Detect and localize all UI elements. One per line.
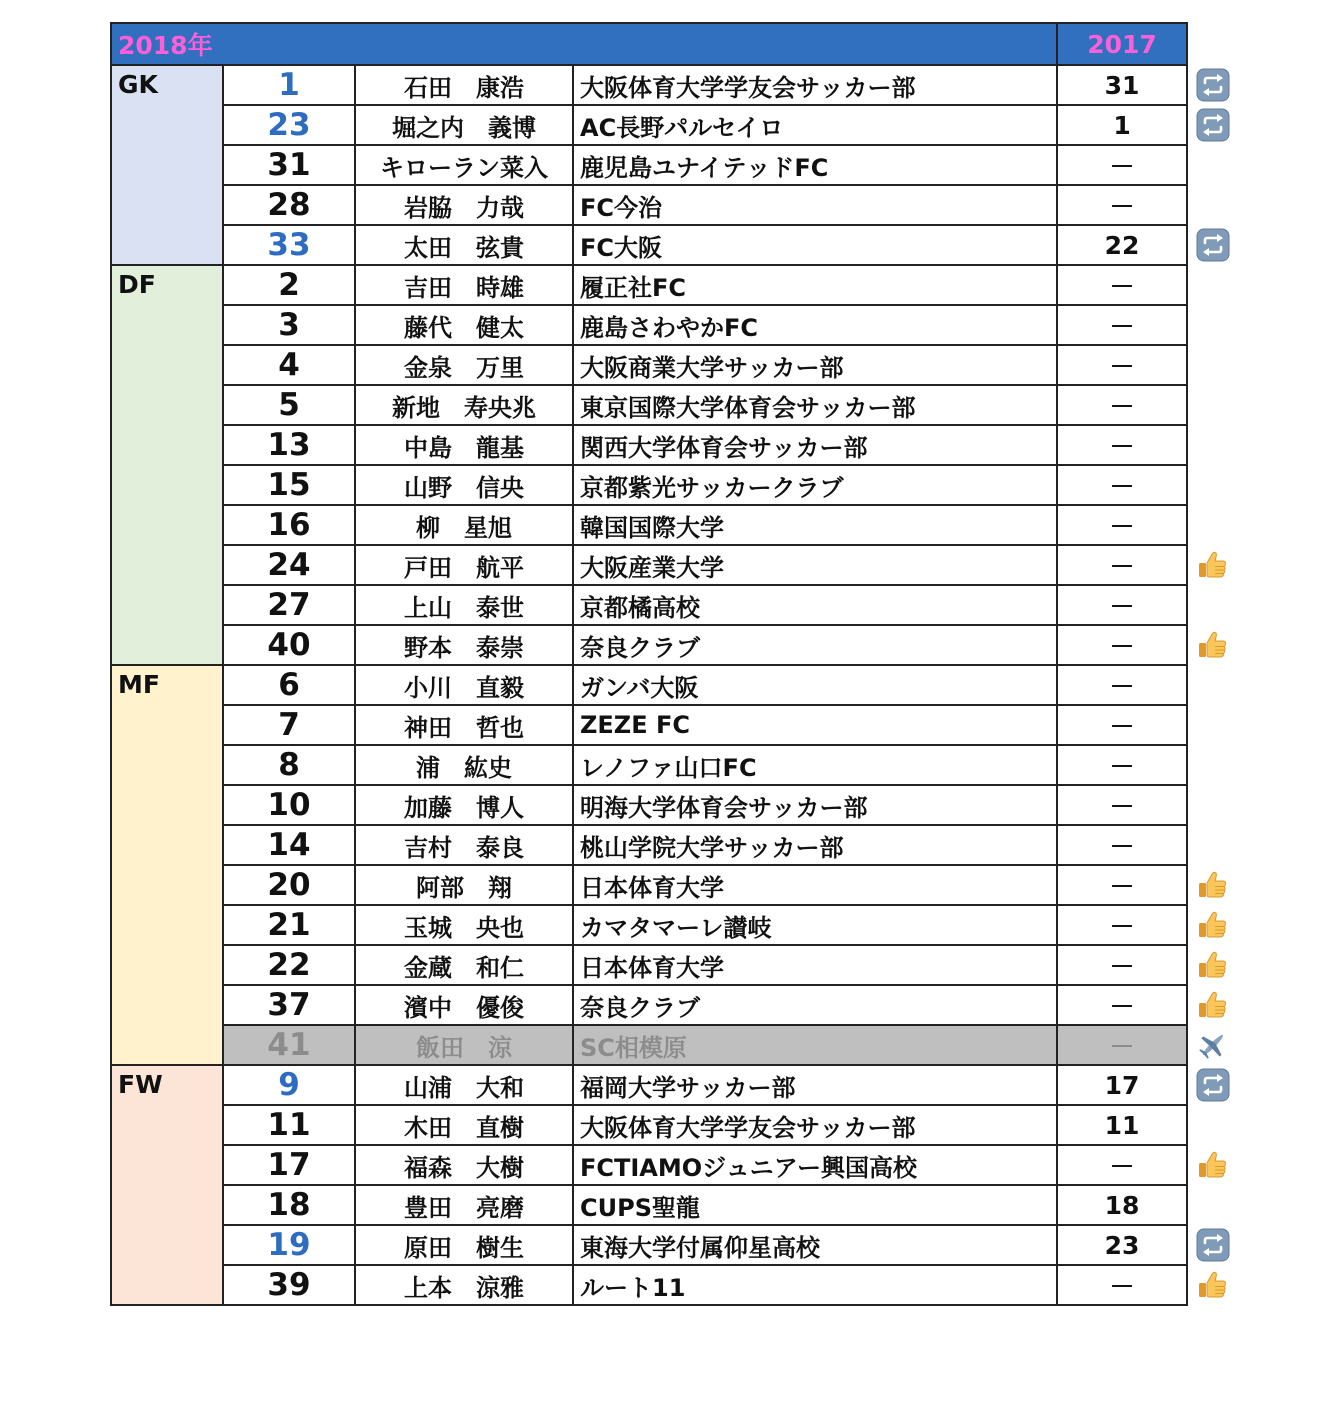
previous-season-number: － — [1057, 1265, 1187, 1305]
player-number: 16 — [223, 505, 355, 545]
player-number: 2 — [223, 265, 355, 305]
previous-club: 履正社FC — [573, 265, 1057, 305]
roster-body — [111, 65, 1187, 1305]
thumbs-up-icon — [1196, 628, 1230, 662]
repeat-icon — [1196, 108, 1230, 142]
player-number: 33 — [223, 225, 355, 265]
player-number: 10 — [223, 785, 355, 825]
previous-club: 京都紫光サッカークラブ — [573, 465, 1057, 505]
player-number: 9 — [223, 1065, 355, 1105]
player-row — [111, 305, 1187, 345]
player-name: 阿部 翔 — [355, 865, 573, 905]
player-number: 3 — [223, 305, 355, 345]
player-number: 1 — [223, 65, 355, 105]
player-name: 上本 涼雅 — [355, 1265, 573, 1305]
previous-season-number: － — [1057, 585, 1187, 625]
player-row — [111, 1185, 1187, 1225]
previous-club: 日本体育大学 — [573, 865, 1057, 905]
player-row — [111, 905, 1187, 945]
previous-season-number: － — [1057, 785, 1187, 825]
position-label: DF — [111, 265, 223, 665]
player-row — [111, 1025, 1187, 1065]
player-number: 41 — [223, 1025, 355, 1065]
player-row — [111, 1105, 1187, 1145]
thumbs-up-icon — [1196, 548, 1230, 582]
player-number: 4 — [223, 345, 355, 385]
player-row — [111, 1065, 1187, 1105]
player-row — [111, 745, 1187, 785]
player-name: 岩脇 力哉 — [355, 185, 573, 225]
previous-club: 鹿児島ユナイテッドFC — [573, 145, 1057, 185]
player-name: 中島 龍基 — [355, 425, 573, 465]
previous-season-number: － — [1057, 945, 1187, 985]
previous-club: 鹿島さわやかFC — [573, 305, 1057, 345]
previous-club: FC今治 — [573, 185, 1057, 225]
player-number: 13 — [223, 425, 355, 465]
player-name: 山浦 大和 — [355, 1065, 573, 1105]
previous-club: AC長野パルセイロ — [573, 105, 1057, 145]
player-row — [111, 785, 1187, 825]
season-header: 2018年 — [111, 23, 1057, 65]
previous-club: SC相模原 — [573, 1025, 1057, 1065]
previous-club: 大阪体育大学学友会サッカー部 — [573, 1105, 1057, 1145]
player-name: キローラン菜入 — [355, 145, 573, 185]
thumbs-up-icon — [1196, 988, 1230, 1022]
player-name: 堀之内 義博 — [355, 105, 573, 145]
player-number: 6 — [223, 665, 355, 705]
player-row — [111, 865, 1187, 905]
previous-club: ZEZE FC — [573, 705, 1057, 745]
previous-season-number: － — [1057, 265, 1187, 305]
previous-season-number: － — [1057, 145, 1187, 185]
previous-club: 大阪体育大学学友会サッカー部 — [573, 65, 1057, 105]
repeat-icon — [1196, 228, 1230, 262]
previous-club: 福岡大学サッカー部 — [573, 1065, 1057, 1105]
previous-club: 明海大学体育会サッカー部 — [573, 785, 1057, 825]
player-name: 金泉 万里 — [355, 345, 573, 385]
player-number: 11 — [223, 1105, 355, 1145]
player-name: 柳 星旭 — [355, 505, 573, 545]
previous-club: 関西大学体育会サッカー部 — [573, 425, 1057, 465]
position-label: GK — [111, 65, 223, 265]
player-row — [111, 665, 1187, 705]
previous-season-number: 11 — [1057, 1105, 1187, 1145]
player-row — [111, 265, 1187, 305]
previous-club: ガンバ大阪 — [573, 665, 1057, 705]
player-number: 23 — [223, 105, 355, 145]
previous-season-number: 18 — [1057, 1185, 1187, 1225]
previous-season-number: － — [1057, 1145, 1187, 1185]
previous-season-number: － — [1057, 545, 1187, 585]
previous-season-header: 2017 — [1057, 23, 1187, 65]
player-name: 太田 弦貴 — [355, 225, 573, 265]
thumbs-up-icon — [1196, 868, 1230, 902]
previous-club: 奈良クラブ — [573, 985, 1057, 1025]
previous-season-number: － — [1057, 465, 1187, 505]
previous-season-number: 17 — [1057, 1065, 1187, 1105]
player-number: 37 — [223, 985, 355, 1025]
player-name: 豊田 亮磨 — [355, 1185, 573, 1225]
previous-club: 東京国際大学体育会サッカー部 — [573, 385, 1057, 425]
player-row — [111, 545, 1187, 585]
previous-season-number: － — [1057, 705, 1187, 745]
position-label: FW — [111, 1065, 223, 1305]
previous-club: 韓国国際大学 — [573, 505, 1057, 545]
player-number: 14 — [223, 825, 355, 865]
previous-season-number: － — [1057, 1025, 1187, 1065]
player-row — [111, 185, 1187, 225]
player-row — [111, 65, 1187, 105]
previous-club: FCTIAMOジュニアー興国高校 — [573, 1145, 1057, 1185]
previous-season-number: － — [1057, 505, 1187, 545]
player-row — [111, 945, 1187, 985]
previous-season-number: － — [1057, 425, 1187, 465]
previous-club: 東海大学付属仰星高校 — [573, 1225, 1057, 1265]
previous-club: 京都橘高校 — [573, 585, 1057, 625]
player-row — [111, 385, 1187, 425]
previous-club: ルート11 — [573, 1265, 1057, 1305]
player-row — [111, 225, 1187, 265]
roster-table — [110, 22, 1188, 1306]
previous-season-number: － — [1057, 665, 1187, 705]
player-name: 上山 泰世 — [355, 585, 573, 625]
player-row — [111, 1225, 1187, 1265]
player-number: 27 — [223, 585, 355, 625]
player-name: 戸田 航平 — [355, 545, 573, 585]
previous-club: 大阪産業大学 — [573, 545, 1057, 585]
header-row — [111, 23, 1187, 65]
previous-club: 奈良クラブ — [573, 625, 1057, 665]
player-name: 浦 紘史 — [355, 745, 573, 785]
player-number: 20 — [223, 865, 355, 905]
repeat-icon — [1196, 1228, 1230, 1262]
previous-season-number: 31 — [1057, 65, 1187, 105]
previous-season-number: － — [1057, 625, 1187, 665]
airplane-icon — [1196, 1028, 1230, 1062]
player-row — [111, 1145, 1187, 1185]
previous-season-number: － — [1057, 385, 1187, 425]
player-name: 木田 直樹 — [355, 1105, 573, 1145]
previous-season-number: － — [1057, 185, 1187, 225]
player-name: 玉城 央也 — [355, 905, 573, 945]
previous-club: レノファ山口FC — [573, 745, 1057, 785]
previous-season-number: － — [1057, 985, 1187, 1025]
previous-season-number: － — [1057, 305, 1187, 345]
thumbs-up-icon — [1196, 1148, 1230, 1182]
player-number: 18 — [223, 1185, 355, 1225]
previous-season-number: － — [1057, 905, 1187, 945]
previous-club: CUPS聖龍 — [573, 1185, 1057, 1225]
player-number: 8 — [223, 745, 355, 785]
previous-season-number: 1 — [1057, 105, 1187, 145]
previous-season-number: － — [1057, 745, 1187, 785]
previous-season-number: － — [1057, 865, 1187, 905]
player-number: 39 — [223, 1265, 355, 1305]
player-name: 飯田 涼 — [355, 1025, 573, 1065]
player-row — [111, 145, 1187, 185]
thumbs-up-icon — [1196, 948, 1230, 982]
player-name: 加藤 博人 — [355, 785, 573, 825]
player-row — [111, 105, 1187, 145]
player-name: 小川 直毅 — [355, 665, 573, 705]
player-number: 7 — [223, 705, 355, 745]
player-number: 19 — [223, 1225, 355, 1265]
player-number: 21 — [223, 905, 355, 945]
player-number: 22 — [223, 945, 355, 985]
player-name: 石田 康浩 — [355, 65, 573, 105]
player-name: 野本 泰崇 — [355, 625, 573, 665]
player-name: 神田 哲也 — [355, 705, 573, 745]
player-number: 24 — [223, 545, 355, 585]
player-row — [111, 1265, 1187, 1305]
thumbs-up-icon — [1196, 1268, 1230, 1302]
player-row — [111, 585, 1187, 625]
previous-season-number: 23 — [1057, 1225, 1187, 1265]
position-label: MF — [111, 665, 223, 1065]
player-number: 28 — [223, 185, 355, 225]
previous-season-number: － — [1057, 825, 1187, 865]
previous-club: カマタマーレ讃岐 — [573, 905, 1057, 945]
player-number: 40 — [223, 625, 355, 665]
player-name: 原田 樹生 — [355, 1225, 573, 1265]
previous-club: 桃山学院大学サッカー部 — [573, 825, 1057, 865]
previous-season-number: 22 — [1057, 225, 1187, 265]
player-row — [111, 705, 1187, 745]
player-row — [111, 465, 1187, 505]
player-name: 新地 寿央兆 — [355, 385, 573, 425]
previous-club: 日本体育大学 — [573, 945, 1057, 985]
player-number: 5 — [223, 385, 355, 425]
player-number: 31 — [223, 145, 355, 185]
player-row — [111, 985, 1187, 1025]
player-row — [111, 505, 1187, 545]
player-row — [111, 345, 1187, 385]
player-row — [111, 425, 1187, 465]
previous-club: FC大阪 — [573, 225, 1057, 265]
player-name: 山野 信央 — [355, 465, 573, 505]
repeat-icon — [1196, 1068, 1230, 1102]
player-name: 吉村 泰良 — [355, 825, 573, 865]
thumbs-up-icon — [1196, 908, 1230, 942]
player-number: 15 — [223, 465, 355, 505]
previous-season-number: － — [1057, 345, 1187, 385]
player-name: 濱中 優俊 — [355, 985, 573, 1025]
player-row — [111, 625, 1187, 665]
player-name: 藤代 健太 — [355, 305, 573, 345]
player-row — [111, 825, 1187, 865]
repeat-icon — [1196, 68, 1230, 102]
player-name: 福森 大樹 — [355, 1145, 573, 1185]
player-name: 吉田 時雄 — [355, 265, 573, 305]
player-number: 17 — [223, 1145, 355, 1185]
previous-club: 大阪商業大学サッカー部 — [573, 345, 1057, 385]
player-name: 金蔵 和仁 — [355, 945, 573, 985]
